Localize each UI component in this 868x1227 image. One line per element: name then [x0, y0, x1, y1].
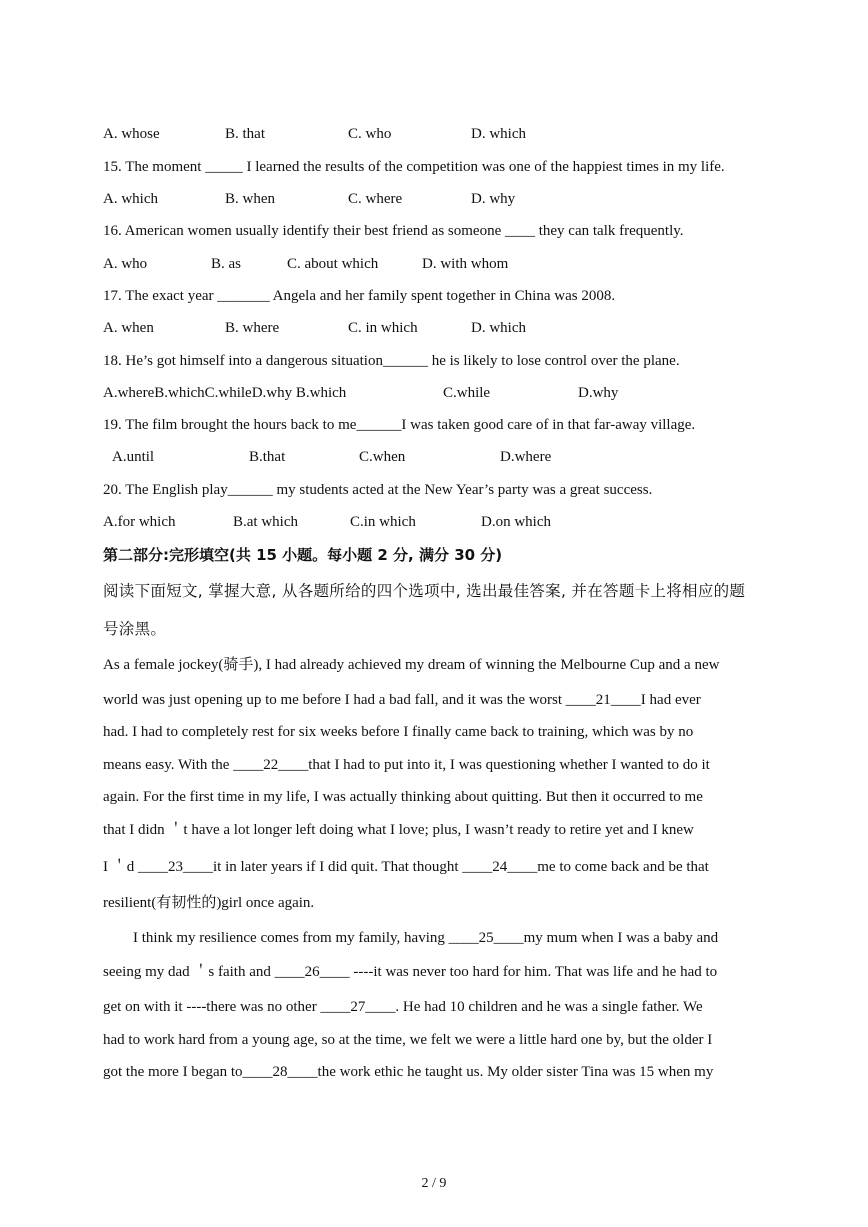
option-a: A. whose: [103, 126, 160, 142]
option-a: A. which: [103, 191, 158, 207]
option-d: D. with whom: [422, 256, 509, 272]
q16-stem: 16. American women usually identify their best friend as someone ____ they can talk frequently.: [103, 223, 684, 239]
option-d: D. which: [471, 320, 526, 336]
option-b: B.at which: [233, 514, 298, 530]
passage-line: that I didn ＇t have a lot longer left doing what I love; plus, I wasn’t ready to retire yet and I knew: [103, 822, 694, 838]
option-b: B. that: [225, 126, 265, 142]
option-c: C.while: [443, 385, 491, 401]
passage-line: world was just opening up to me before I had a bad fall, and it was the worst ____21____I had ever: [103, 692, 701, 708]
q17-stem: 17. The exact year _______ Angela and her family spent together in China was 2008.: [103, 288, 616, 304]
option-d: D.why: [578, 385, 619, 401]
option-c: C. in which: [348, 320, 418, 336]
section-instruction-line2: 号涂黑。: [103, 620, 167, 638]
option-b: B. where: [225, 320, 280, 336]
section-instruction-line1: 阅读下面短文, 掌握大意, 从各题所给的四个选项中, 选出最佳答案, 并在答题卡上将相应的题: [103, 582, 746, 600]
passage-line: had. I had to completely rest for six weeks before I finally came back to training, which was by no: [103, 724, 694, 740]
q15-stem: 15. The moment _____ I learned the results of the competition was one of the happiest times in my life.: [103, 159, 725, 175]
option-a: A.for which: [103, 514, 176, 530]
passage-line: I ＇d ____23____it in later years if I did quit. That thought ____24____me to come back and be that: [103, 859, 709, 875]
option-d: D. why: [471, 191, 516, 207]
passage-line: had to work hard from a young age, so at the time, we felt we were a little hard one by, but the older I: [103, 1032, 713, 1048]
page-number: 2 / 9: [421, 1176, 447, 1191]
option-c: C. who: [348, 126, 392, 142]
passage-line: got the more I began to____28____the work ethic he taught us. My older sister Tina was 15 when my: [103, 1064, 714, 1080]
option-d: D. which: [471, 126, 526, 142]
q20-stem: 20. The English play______ my students acted at the New Year’s party was a great success.: [103, 482, 653, 498]
option-c: C.when: [359, 449, 406, 465]
passage-line: get on with it ----there was no other ____27____. He had 10 children and he was a single father. We: [103, 999, 703, 1015]
option-a: A. who: [103, 256, 148, 272]
option-a: A. when: [103, 320, 154, 336]
passage-line: I think my resilience comes from my family, having ____25____my mum when I was a baby and: [103, 930, 719, 946]
section-heading: 第二部分:完形填空(共 15 小题。每小题 2 分, 满分 30 分): [103, 546, 503, 564]
option-d: D.where: [500, 449, 552, 465]
option-c: C.in which: [350, 514, 416, 530]
passage-line: means easy. With the ____22____that I had to put into it, I was questioning whether I wanted to do it: [103, 757, 710, 773]
option-a: A.whereB.whichC.whileD.why B.which: [103, 385, 347, 401]
option-b: B. when: [225, 191, 275, 207]
option-a: A.until: [112, 449, 155, 465]
q19-stem: 19. The film brought the hours back to me______I was taken good care of in that far-away village.: [103, 417, 696, 433]
passage-line: seeing my dad ＇s faith and ____26____ ----it was never too hard for him. That was life and he had to: [103, 964, 718, 980]
passage-line: As a female jockey(骑手), I had already achieved my dream of winning the Melbourne Cup and a new: [103, 657, 720, 673]
option-b: B. as: [211, 256, 241, 272]
option-c: C. where: [348, 191, 403, 207]
passage-line: again. For the first time in my life, I was actually thinking about quitting. But then it occurred to me: [103, 789, 703, 805]
option-c: C. about which: [287, 256, 379, 272]
option-b: B.that: [249, 449, 286, 465]
q18-stem: 18. He’s got himself into a dangerous situation______ he is likely to lose control over the plane.: [103, 353, 680, 369]
option-d: D.on which: [481, 514, 551, 530]
passage-line: resilient(有韧性的)girl once again.: [103, 895, 315, 911]
